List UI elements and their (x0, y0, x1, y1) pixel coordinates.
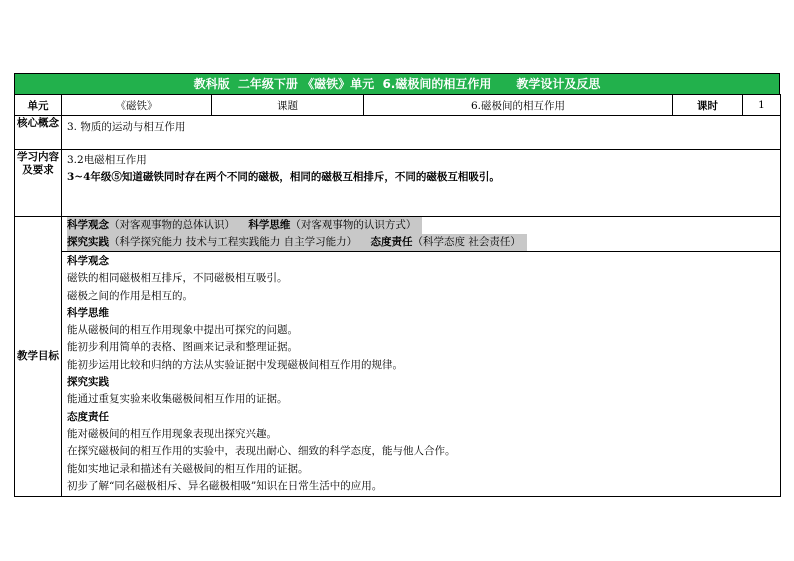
unit-label: 单元 (15, 95, 62, 116)
goal-section-title: 科学思维 (67, 306, 109, 319)
period-value: 1 (743, 95, 781, 116)
content-line-2: 3~4年级⑤知道磁铁同时存在两个不同的磁极，相同的磁极互相排斥，不同的磁极互相吸引。 (67, 171, 500, 184)
goal-section-title: 科学观念 (67, 255, 109, 267)
goals-dimension-line-2: 探究实践（科学探究能力 技术与工程实践能力 自主学习能力） 态度责任（科学态度 社会责任） (67, 234, 527, 251)
learning-content-label: 学习内容及要求 (15, 150, 62, 217)
unit-row (15, 95, 781, 116)
goals-row (15, 217, 781, 252)
goal-section-title: 探究实践 (67, 376, 109, 389)
core-concept-text: 3. 物质的运动与相互作用 (62, 116, 781, 150)
goals-detail-row (15, 252, 781, 497)
lesson-plan-table (14, 94, 781, 497)
content-line-1: 3.2电磁相互作用 (67, 154, 147, 166)
goal-item: 初步了解“同名磁极相斥、异名磁极相吸”知识在日常生活中的应用。 (67, 479, 383, 492)
goal-item: 能初步运用比较和归纳的方法从实验证据中发现磁极间相互作用的规律。 (67, 358, 403, 371)
core-concept-label: 核心概念 (15, 116, 62, 150)
goal-item: 磁极之间的作用是相互的。 (67, 289, 193, 302)
learning-content-row (15, 150, 781, 217)
goal-item: 在探究磁极间的相互作用的实验中，表现出耐心、细致的科学态度，能与他人合作。 (67, 445, 456, 458)
topic-value: 6.磁极间的相互作用 (364, 95, 673, 116)
lesson-plan-sheet (14, 73, 780, 497)
goals-dimensions (62, 217, 781, 252)
topic-label: 课题 (212, 95, 364, 116)
goals-dimension-line-1: 科学观念（对客观事物的总体认识） 科学思维（对客观事物的认识方式） (67, 217, 422, 234)
goal-item: 磁铁的相同磁极相互排斥，不同磁极相互吸引。 (67, 272, 288, 285)
goals-label: 教学目标 (15, 217, 62, 497)
goal-item: 能从磁极间的相互作用现象中提出可探究的问题。 (67, 324, 298, 337)
goal-item: 能初步利用简单的表格、图画来记录和整理证据。 (67, 341, 298, 354)
core-concept-row (15, 116, 781, 150)
goal-section-title: 态度责任 (67, 410, 109, 423)
goal-item: 能对磁极间的相互作用现象表现出探究兴趣。 (67, 427, 277, 440)
goal-item: 能通过重复实验来收集磁极间相互作用的证据。 (67, 393, 288, 406)
document-title: 教科版 二年级下册 《磁铁》单元 6.磁极间的相互作用 教学设计及反思 (14, 73, 780, 94)
period-label: 课时 (673, 95, 743, 116)
unit-value: 《磁铁》 (62, 95, 212, 116)
goal-item: 能如实地记录和描述有关磁极间的相互作用的证据。 (67, 462, 309, 475)
